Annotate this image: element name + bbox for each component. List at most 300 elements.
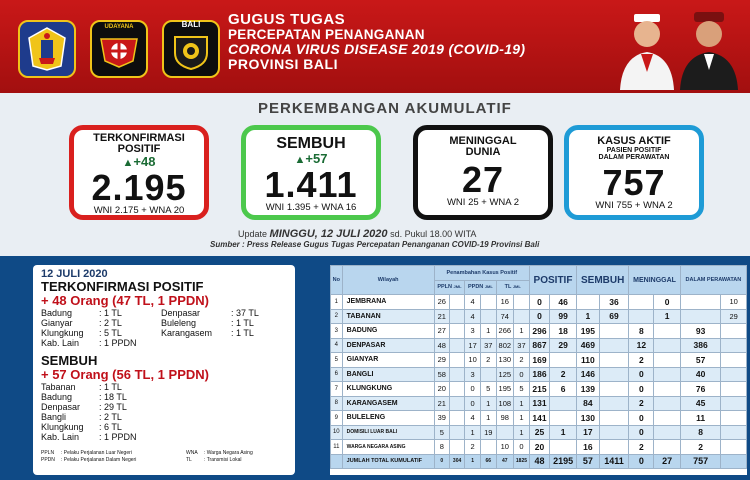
table-cell (599, 324, 629, 339)
footnote-cell: : Warga Negara Asing (204, 450, 253, 456)
table-cell: 11 (331, 440, 343, 455)
table-cell (599, 353, 629, 368)
daily-recovered-cell: : 1 TL (99, 382, 122, 392)
update-line (238, 228, 476, 240)
col-positif: POSITIF (529, 266, 576, 295)
table-cell: 802 (496, 338, 513, 353)
table-cell: 10 (496, 440, 513, 455)
total-cell: 27 (654, 454, 680, 469)
recovered-breakdown: WNI 1.395 + WNA 16 (265, 202, 357, 213)
table-cell (514, 309, 530, 324)
positive-value: 2.195 (91, 167, 187, 208)
daily-summary-panel (33, 265, 295, 475)
death-label-2: DUNIA (465, 146, 501, 158)
table-cell (629, 309, 654, 324)
table-cell: 2 (629, 440, 654, 455)
table-row (331, 338, 747, 353)
daily-positive-cell: Buleleng (161, 318, 197, 328)
table-cell (599, 338, 629, 353)
bali-province-logo (18, 20, 76, 78)
table-cell (550, 353, 577, 368)
daily-positive-cell: Denpasar (161, 308, 201, 318)
person-left-icon (616, 12, 678, 90)
region-name-cell: JEMBRANA (342, 295, 434, 310)
total-cell: 48 (529, 454, 549, 469)
region-name-cell: WARGA NEGARA ASING (342, 440, 434, 455)
table-cell: 10 (331, 425, 343, 440)
col-ppln: PPLN JML (434, 280, 465, 295)
table-cell (654, 440, 680, 455)
col-wilayah: Wilayah (342, 266, 434, 295)
table-cell: 1 (514, 411, 530, 426)
table-cell: 1 (654, 309, 680, 324)
table-cell: 186 (529, 367, 549, 382)
table-cell: 3 (465, 324, 481, 339)
positive-breakdown: WNI 2.175 + WNA 20 (93, 205, 185, 216)
table-cell (654, 338, 680, 353)
total-cell: 304 (449, 454, 464, 469)
daily-recovered-total: + 57 Orang (56 TL, 1 PPDN) (41, 367, 209, 382)
daily-recovered-cell: Badung (41, 392, 73, 402)
daily-positive-cell: : 37 TL (231, 308, 259, 318)
table-cell: 11 (680, 411, 721, 426)
table-cell: 3 (465, 367, 481, 382)
table-row (331, 353, 747, 368)
table-cell (654, 324, 680, 339)
table-cell: 0 (465, 396, 481, 411)
table-cell: 37 (480, 338, 496, 353)
table-cell: 17 (577, 425, 600, 440)
table-cell (577, 295, 600, 310)
footnote-cell: : Pelaku Perjalanan Dalam Negeri (61, 457, 137, 463)
legend-footnotes (41, 450, 253, 464)
table-cell: 5 (514, 382, 530, 397)
daily-recovered-row (41, 432, 287, 442)
table-cell: 1 (480, 396, 496, 411)
table-cell: 2 (629, 353, 654, 368)
table-row (331, 425, 747, 440)
table-cell (449, 367, 464, 382)
total-cell: 0 (434, 454, 449, 469)
table-cell: 195 (577, 324, 600, 339)
table-cell (550, 396, 577, 411)
udayana-emblem-icon (97, 29, 141, 69)
table-cell: 5 (331, 353, 343, 368)
table-cell (721, 353, 747, 368)
arrow-up-icon: ▲ (294, 154, 306, 166)
daily-positive-cell: : 1 PPDN (99, 338, 137, 348)
daily-positive-row (41, 328, 287, 338)
table-cell: 17 (465, 338, 481, 353)
footnote-row (41, 457, 253, 464)
table-cell: 21 (434, 396, 449, 411)
table-cell (599, 367, 629, 382)
arrow-up-icon: ▲ (122, 157, 134, 169)
daily-recovered-row (41, 412, 287, 422)
table-cell: 139 (577, 382, 600, 397)
table-cell: 8 (434, 440, 449, 455)
table-cell: 29 (721, 309, 747, 324)
table-cell: 18 (550, 324, 577, 339)
region-name-cell: DENPASAR (342, 338, 434, 353)
table-cell: 125 (496, 367, 513, 382)
daily-recovered-cell: Klungkung (41, 422, 84, 432)
active-label: KASUS AKTIF (597, 135, 671, 147)
active-sublabel-2: DALAM PERAWATAN (598, 154, 670, 161)
table-cell (721, 338, 747, 353)
table-cell: 8 (680, 425, 721, 440)
table-cell: 6 (331, 367, 343, 382)
table-cell (721, 367, 747, 382)
table-cell: 266 (496, 324, 513, 339)
daily-positive-row (41, 308, 287, 318)
death-value: 27 (461, 159, 505, 200)
region-table-panel (330, 265, 747, 475)
table-cell (449, 338, 464, 353)
region-name-cell: KLUNGKUNG (342, 382, 434, 397)
daily-recovered-cell: : 2 TL (99, 412, 122, 422)
table-cell: 19 (480, 425, 496, 440)
table-cell: 2 (629, 396, 654, 411)
table-cell: 108 (496, 396, 513, 411)
footnote-cell: TL (186, 457, 192, 463)
daily-positive-cell: Kab. Lain (41, 338, 80, 348)
table-cell (449, 411, 464, 426)
table-cell (480, 367, 496, 382)
table-row (331, 411, 747, 426)
table-cell: 93 (680, 324, 721, 339)
table-cell: 40 (680, 367, 721, 382)
col-penambahan: Penambahan Kasus Positif (434, 266, 529, 281)
recovered-card (241, 125, 381, 220)
police-shield-icon (169, 27, 213, 71)
region-table (330, 265, 747, 469)
region-name-cell: BADUNG (342, 324, 434, 339)
table-cell: 4 (331, 338, 343, 353)
table-cell: 130 (496, 353, 513, 368)
active-value: 757 (602, 162, 666, 203)
table-cell: 76 (680, 382, 721, 397)
daily-positive-list (41, 308, 287, 348)
table-cell: 4 (465, 309, 481, 324)
section-title: PERKEMBANGAN AKUMULATIF (258, 100, 512, 117)
total-cell: 1825 (514, 454, 530, 469)
table-cell: 131 (529, 396, 549, 411)
table-cell: 3 (331, 324, 343, 339)
table-cell (599, 411, 629, 426)
table-cell (449, 396, 464, 411)
table-cell: 386 (680, 338, 721, 353)
table-cell (721, 425, 747, 440)
daily-recovered-cell: Tabanan (41, 382, 76, 392)
table-cell: 867 (529, 338, 549, 353)
table-cell (721, 382, 747, 397)
footnote-cell: WNA (186, 450, 198, 456)
table-cell (599, 396, 629, 411)
daily-recovered-cell: : 6 TL (99, 422, 122, 432)
table-cell (629, 295, 654, 310)
table-cell (721, 324, 747, 339)
table-cell: 4 (465, 411, 481, 426)
daily-positive-cell: Karangasem (161, 328, 213, 338)
table-cell: 0 (629, 425, 654, 440)
daily-recovered-list (41, 382, 287, 442)
update-prefix: Update (238, 229, 268, 239)
table-cell: 0 (514, 440, 530, 455)
table-cell: 469 (577, 338, 600, 353)
title-line-2: PERCEPATAN PENANGANAN (228, 27, 425, 42)
table-cell (654, 382, 680, 397)
table-cell: 1 (465, 425, 481, 440)
table-row (331, 295, 747, 310)
table-cell: 0 (529, 295, 549, 310)
table-cell (449, 425, 464, 440)
table-cell: 6 (550, 382, 577, 397)
death-card (413, 125, 553, 220)
footnote-cell: PPLN (41, 450, 55, 456)
total-cell: 1 (465, 454, 481, 469)
table-cell: 2 (514, 353, 530, 368)
title-line-4: PROVINSI BALI (228, 56, 338, 72)
table-cell: 36 (599, 295, 629, 310)
table-cell (550, 440, 577, 455)
table-row (331, 367, 747, 382)
positive-delta: ▲+48 (122, 154, 156, 169)
table-row (331, 309, 747, 324)
footnote-row (41, 450, 253, 457)
table-cell (599, 440, 629, 455)
daily-recovered-row (41, 392, 287, 402)
total-cell (721, 454, 747, 469)
daily-positive-cell: : 1 TL (231, 318, 254, 328)
daily-positive-heading: TERKONFIRMASI POSITIF (41, 279, 204, 294)
active-breakdown: WNI 755 + WNA 2 (595, 200, 673, 211)
table-cell: 27 (434, 324, 449, 339)
table-cell: 0 (629, 367, 654, 382)
title-line-1: GUGUS TUGAS (228, 11, 346, 28)
table-cell: 1 (577, 309, 600, 324)
daily-date: 12 JULI 2020 (41, 268, 108, 280)
table-cell: 5 (480, 382, 496, 397)
table-row (331, 440, 747, 455)
table-cell (480, 295, 496, 310)
table-cell (654, 353, 680, 368)
total-cell: 757 (680, 454, 721, 469)
table-cell: 57 (680, 353, 721, 368)
total-cell: 1411 (599, 454, 629, 469)
bali-emblem-icon (25, 26, 69, 72)
table-cell: 1 (514, 324, 530, 339)
total-label-cell: JUMLAH TOTAL KUMULATIF (342, 454, 434, 469)
table-cell: 1 (331, 295, 343, 310)
table-cell (654, 425, 680, 440)
table-row (331, 382, 747, 397)
table-cell: 110 (577, 353, 600, 368)
daily-recovered-cell: Bangli (41, 412, 67, 422)
table-cell: 1 (480, 324, 496, 339)
table-cell (721, 411, 747, 426)
positive-label-2: POSITIF (117, 143, 161, 155)
table-cell: 2 (480, 353, 496, 368)
table-cell (599, 382, 629, 397)
daily-positive-cell: Gianyar (41, 318, 73, 328)
col-ppdn: PPDN JML (465, 280, 496, 295)
udayana-logo-text: UDAYANA (104, 24, 134, 30)
table-total-row (331, 454, 747, 469)
table-cell (449, 295, 464, 310)
table-cell: 1 (514, 425, 530, 440)
table-cell: 16 (577, 440, 600, 455)
daily-positive-cell: : 1 TL (99, 308, 122, 318)
footnote-cell: PPDN (41, 457, 55, 463)
region-name-cell: TABANAN (342, 309, 434, 324)
table-cell: 4 (465, 295, 481, 310)
table-cell (496, 425, 513, 440)
table-cell (449, 440, 464, 455)
table-cell: 0 (514, 367, 530, 382)
col-sembuh: SEMBUH (577, 266, 629, 295)
table-cell: 169 (529, 353, 549, 368)
table-cell: 0 (629, 382, 654, 397)
daily-positive-row (41, 318, 287, 328)
table-cell (550, 411, 577, 426)
table-cell: 141 (529, 411, 549, 426)
table-cell: 0 (629, 411, 654, 426)
col-no: No (331, 266, 343, 295)
table-cell: 2 (550, 367, 577, 382)
source-line: Sumber : Press Release Gugus Tugas Percepatan Penanganan COVID-19 Provinsi Bali (210, 240, 540, 249)
table-cell: 20 (434, 382, 449, 397)
total-cell: 47 (496, 454, 513, 469)
table-cell: 58 (434, 367, 449, 382)
table-cell: 25 (529, 425, 549, 440)
table-cell: 7 (331, 382, 343, 397)
daily-positive-total: + 48 Orang (47 TL, 1 PPDN) (41, 293, 209, 308)
table-cell: 195 (496, 382, 513, 397)
table-cell: 2 (331, 309, 343, 324)
table-cell: 1 (550, 425, 577, 440)
table-cell: 130 (577, 411, 600, 426)
daily-recovered-heading: SEMBUH (41, 353, 98, 368)
table-cell (449, 382, 464, 397)
header-title-block (228, 12, 525, 72)
table-cell: 0 (465, 382, 481, 397)
active-sublabel-1: PASIEN POSITIF (606, 147, 662, 154)
table-cell: 9 (331, 411, 343, 426)
table-cell: 2 (680, 440, 721, 455)
title-line-3: CORONA VIRUS DISEASE 2019 (COVID-19) (228, 41, 526, 57)
table-cell: 84 (577, 396, 600, 411)
daily-positive-cell: : 5 TL (99, 328, 122, 338)
update-suffix: sd. Pukul 18.00 WITA (390, 229, 477, 239)
region-name-cell: DOMISILI LUAR BALI (342, 425, 434, 440)
table-cell (721, 396, 747, 411)
table-cell: 16 (496, 295, 513, 310)
positive-card (69, 125, 209, 220)
death-label-1: MENINGGAL (449, 135, 517, 147)
table-cell: 39 (434, 411, 449, 426)
table-cell (654, 411, 680, 426)
daily-positive-cell: Badung (41, 308, 73, 318)
polda-bali-logo (162, 20, 220, 78)
table-cell: 37 (514, 338, 530, 353)
table-cell: 29 (434, 353, 449, 368)
daily-positive-cell (231, 338, 281, 348)
active-card (564, 125, 704, 220)
table-row (331, 396, 747, 411)
region-table-body (331, 295, 747, 469)
daily-recovered-cell: : 29 TL (99, 402, 127, 412)
table-cell: 0 (654, 295, 680, 310)
table-cell: 98 (496, 411, 513, 426)
table-cell: 8 (629, 324, 654, 339)
region-name-cell: BULELENG (342, 411, 434, 426)
footnote-cell: : Transmisi Lokal (204, 457, 242, 463)
logo-group (18, 20, 220, 78)
daily-recovered-row (41, 402, 287, 412)
table-cell: 99 (550, 309, 577, 324)
table-cell: 2 (465, 440, 481, 455)
daily-recovered-cell: Denpasar (41, 402, 81, 412)
daily-positive-row (41, 338, 287, 348)
table-cell: 26 (434, 295, 449, 310)
table-cell: 45 (680, 396, 721, 411)
table-cell: 48 (434, 338, 449, 353)
col-tl: TL JML (496, 280, 529, 295)
table-cell (654, 367, 680, 382)
total-cell: 57 (577, 454, 600, 469)
table-cell: 1 (480, 411, 496, 426)
table-cell: 69 (599, 309, 629, 324)
recovered-delta: ▲+57 (294, 151, 328, 166)
table-cell: 296 (529, 324, 549, 339)
daily-recovered-cell: : 1 PPDN (99, 432, 137, 442)
table-cell: 5 (434, 425, 449, 440)
person-right-icon (678, 12, 740, 90)
total-cell: 2195 (550, 454, 577, 469)
table-cell (599, 425, 629, 440)
officials-portrait (612, 8, 744, 90)
table-cell: 20 (529, 440, 549, 455)
death-breakdown: WNI 25 + WNA 2 (446, 197, 520, 208)
daily-positive-cell: Klungkung (41, 328, 84, 338)
update-date: MINGGU, 12 JULI 2020 (269, 228, 388, 240)
daily-recovered-row (41, 422, 287, 432)
table-cell (721, 440, 747, 455)
table-cell (680, 295, 721, 310)
table-cell (480, 440, 496, 455)
table-cell: 21 (434, 309, 449, 324)
region-name-cell: KARANGASEM (342, 396, 434, 411)
daily-recovered-cell: Kab. Lain (41, 432, 80, 442)
table-cell: 12 (629, 338, 654, 353)
table-cell (514, 295, 530, 310)
table-cell: 74 (496, 309, 513, 324)
table-cell: 8 (331, 396, 343, 411)
table-cell: 215 (529, 382, 549, 397)
col-dalam-perawatan: DALAM PERAWATAN (680, 266, 746, 295)
table-cell: 146 (577, 367, 600, 382)
table-cell (654, 396, 680, 411)
daily-recovered-row (41, 382, 287, 392)
region-name-cell: GIANYAR (342, 353, 434, 368)
daily-positive-cell: : 2 TL (99, 318, 122, 328)
table-cell (449, 353, 464, 368)
region-name-cell: BANGLI (342, 367, 434, 382)
table-cell (480, 309, 496, 324)
table-row (331, 324, 747, 339)
table-cell: 29 (550, 338, 577, 353)
